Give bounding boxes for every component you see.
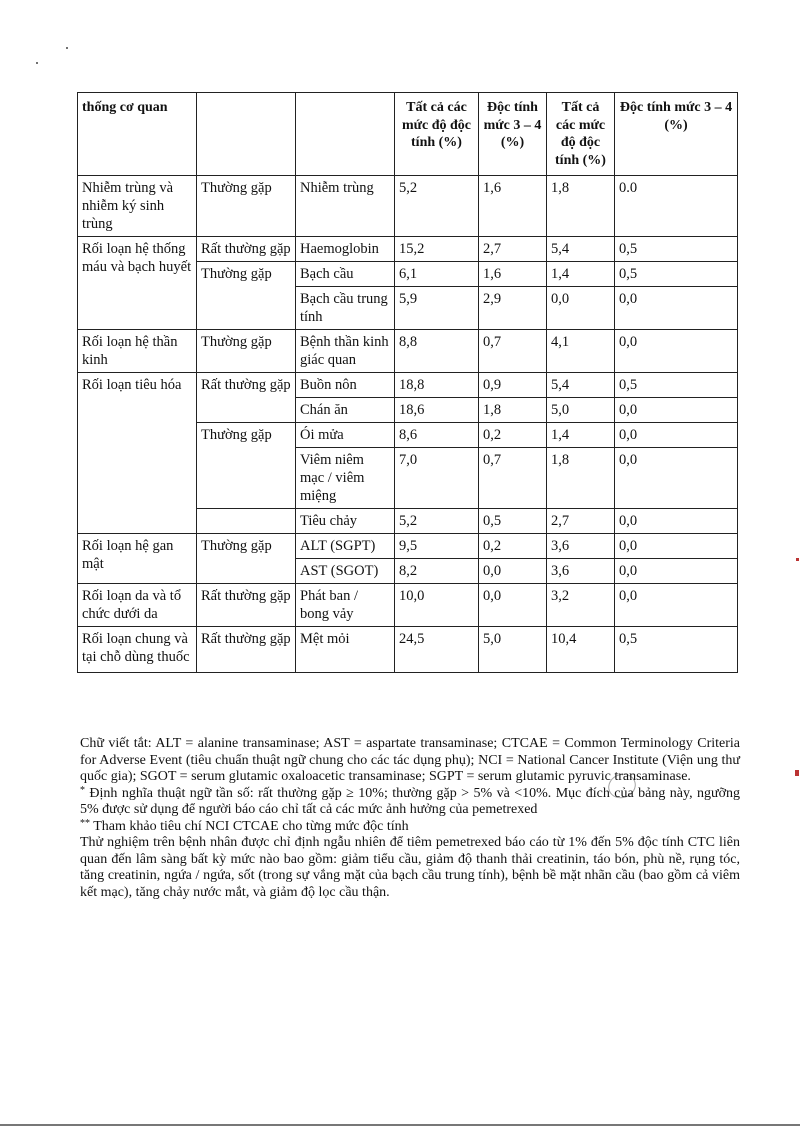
event-cell: Buồn nôn [296, 373, 395, 398]
value-cell: 1,8 [547, 448, 615, 509]
value-cell: 0,7 [479, 330, 547, 373]
value-cell: 0,5 [615, 627, 738, 673]
value-cell: 0,0 [615, 534, 738, 559]
organ-cell: Rối loạn hệ thống máu và bạch huyết [78, 237, 197, 330]
scan-speck [796, 558, 799, 561]
event-cell: AST (SGOT) [296, 559, 395, 584]
footnote-text: Tham khảo tiêu chí NCI CTCAE cho từng mức độc tính [93, 818, 409, 834]
table-row [78, 176, 738, 237]
header-event [296, 93, 395, 176]
frequency-cell: Thường gặp [197, 423, 296, 509]
footnote-marker: * [80, 784, 85, 796]
table-row [78, 627, 738, 673]
value-cell: 3,2 [547, 584, 615, 627]
header-organ-system: thống cơ quan [78, 93, 197, 176]
organ-cell: Rối loạn hệ thần kinh [78, 330, 197, 373]
header-grade34-1: Độc tính mức 3 – 4 (%) [479, 93, 547, 176]
organ-cell: Rối loạn tiêu hóa [78, 373, 197, 534]
value-cell: 5,4 [547, 237, 615, 262]
value-cell: 24,5 [395, 627, 479, 673]
value-cell: 5,4 [547, 373, 615, 398]
table-notes [80, 736, 740, 901]
header-all-grades-2: Tất cả các mức độ độc tính (%) [547, 93, 615, 176]
value-cell: 0,5 [615, 373, 738, 398]
value-cell: 0,0 [615, 330, 738, 373]
value-cell: 0,0 [479, 584, 547, 627]
event-cell: Mệt mỏi [296, 627, 395, 673]
value-cell: 0,5 [615, 237, 738, 262]
table-row [78, 237, 738, 262]
value-cell: 0,0 [615, 559, 738, 584]
value-cell: 0,7 [479, 448, 547, 509]
value-cell: 18,6 [395, 398, 479, 423]
value-cell: 15,2 [395, 237, 479, 262]
value-cell: 0,0 [615, 398, 738, 423]
frequency-cell: Thường gặp [197, 262, 296, 330]
event-cell: Ói mửa [296, 423, 395, 448]
event-cell: Tiêu chảy [296, 509, 395, 534]
organ-cell: Nhiễm trùng và nhiễm ký sinh trùng [78, 176, 197, 237]
value-cell: 8,2 [395, 559, 479, 584]
footnote-marker: ** [80, 817, 90, 829]
value-cell: 1,8 [547, 176, 615, 237]
header-all-grades-1: Tất cả các mức độ độc tính (%) [395, 93, 479, 176]
frequency-cell: Rất thường gặp [197, 627, 296, 673]
event-cell: Haemoglobin [296, 237, 395, 262]
value-cell: 0,0 [547, 287, 615, 330]
value-cell: 8,6 [395, 423, 479, 448]
value-cell: 2,7 [479, 237, 547, 262]
frequency-cell: Rất thường gặp [197, 237, 296, 262]
table-row [78, 584, 738, 627]
value-cell: 4,1 [547, 330, 615, 373]
value-cell: 0.0 [615, 176, 738, 237]
event-cell: ALT (SGPT) [296, 534, 395, 559]
header-frequency [197, 93, 296, 176]
event-cell: Bạch cầu trung tính [296, 287, 395, 330]
organ-cell: Rối loạn hệ gan mật [78, 534, 197, 584]
trial-paragraph: Thử nghiệm trên bệnh nhân được chỉ định ngẫu nhiên để tiêm pemetrexed báo cáo từ 1% đến 5% độc tính CTC liên quan đến lâm sàng bất kỳ mức nào bao gồm: giảm tiểu cầu, giảm độ thanh thải creatinin, táo bón, phù nề, rụng tóc, tăng creatinin, ngứa / ngứa, sốt (trong sự vắng mặt của bạch cầu trung tính), bệnh bề mặt nhãn cầu (bao gồm cả viêm kết mạc), tăng chảy nước mắt, và giảm độ lọc cầu thận. [80, 835, 740, 900]
value-cell: 5,2 [395, 509, 479, 534]
value-cell: 1,4 [547, 262, 615, 287]
table-row [78, 373, 738, 398]
value-cell: 0,0 [615, 584, 738, 627]
event-cell: Phát ban / bong vảy [296, 584, 395, 627]
organ-cell: Rối loạn chung và tại chỗ dùng thuốc [78, 627, 197, 673]
value-cell: 7,0 [395, 448, 479, 509]
table-row [78, 330, 738, 373]
frequency-cell: Rất thường gặp [197, 584, 296, 627]
abbreviations-note: Chữ viết tắt: ALT = alanine transaminase; AST = aspartate transaminase; CTCAE = Common Terminology Criteria for Adverse Event (tiêu chuẩn thuật ngữ chung cho các tác dụng phụ); NCI = National Cancer Institute (Viện ung thư quốc gia); SGOT = serum glutamic oxaloacetic transaminase; SGPT = serum glutamic pyruvic transaminase. [80, 736, 740, 784]
event-cell: Chán ăn [296, 398, 395, 423]
value-cell: 3,6 [547, 534, 615, 559]
value-cell: 5,9 [395, 287, 479, 330]
table-row [78, 534, 738, 559]
scan-speck [66, 47, 68, 49]
value-cell: 2,7 [547, 509, 615, 534]
value-cell: 3,6 [547, 559, 615, 584]
value-cell: 6,1 [395, 262, 479, 287]
value-cell: 18,8 [395, 373, 479, 398]
organ-cell: Rối loạn da và tổ chức dưới da [78, 584, 197, 627]
event-cell: Viêm niêm mạc / viêm miệng [296, 448, 395, 509]
value-cell: 10,4 [547, 627, 615, 673]
table-header-row [78, 93, 738, 176]
value-cell: 1,4 [547, 423, 615, 448]
frequency-cell: Thường gặp [197, 176, 296, 237]
value-cell: 0,9 [479, 373, 547, 398]
footnote-text: Định nghĩa thuật ngữ tần số: rất thường gặp ≥ 10%; thường gặp > 5% và <10%. Mục đích của bảng này, ngưỡng 5% được sử dụng để người báo cáo chỉ tất cả các mức ảnh hưởng của pemetrexed [80, 785, 740, 817]
frequency-cell [197, 509, 296, 534]
value-cell: 9,5 [395, 534, 479, 559]
value-cell: 0,2 [479, 534, 547, 559]
value-cell: 10,0 [395, 584, 479, 627]
value-cell: 5,0 [479, 627, 547, 673]
value-cell: 0,5 [479, 509, 547, 534]
value-cell: 0,0 [615, 448, 738, 509]
page-bottom-border [0, 1124, 800, 1126]
value-cell: 0,2 [479, 423, 547, 448]
adverse-events-table [77, 92, 738, 673]
value-cell: 5,2 [395, 176, 479, 237]
value-cell: 8,8 [395, 330, 479, 373]
frequency-cell: Rất thường gặp [197, 373, 296, 423]
value-cell: 0,0 [615, 287, 738, 330]
event-cell: Bệnh thần kinh giác quan [296, 330, 395, 373]
value-cell: 1,6 [479, 262, 547, 287]
value-cell: 0,0 [479, 559, 547, 584]
frequency-cell: Thường gặp [197, 534, 296, 584]
scan-speck [795, 770, 799, 776]
value-cell: 1,8 [479, 398, 547, 423]
value-cell: 0,5 [615, 262, 738, 287]
event-cell: Bạch cầu [296, 262, 395, 287]
frequency-cell: Thường gặp [197, 330, 296, 373]
value-cell: 1,6 [479, 176, 547, 237]
value-cell: 0,0 [615, 509, 738, 534]
footnote-frequency [80, 786, 740, 819]
value-cell: 5,0 [547, 398, 615, 423]
footnote-ctcae [80, 819, 740, 836]
value-cell: 2,9 [479, 287, 547, 330]
event-cell: Nhiễm trùng [296, 176, 395, 237]
header-grade34-2: Độc tính mức 3 – 4 (%) [615, 93, 738, 176]
value-cell: 0,0 [615, 423, 738, 448]
scan-speck [36, 62, 38, 64]
